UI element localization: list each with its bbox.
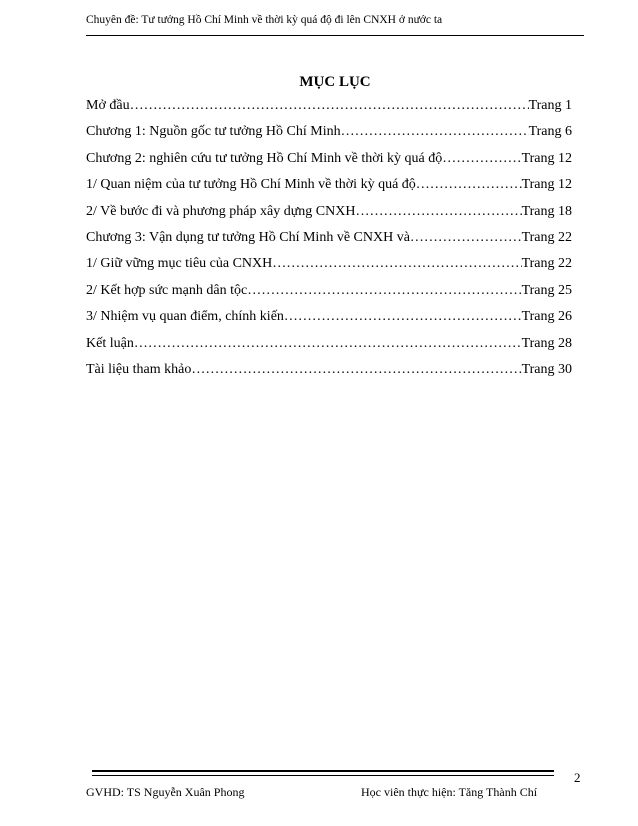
toc-entry-chapter-1[interactable] (86, 124, 572, 150)
page-header: Chuyên đề: Tư tưởng Hồ Chí Minh về thời kỳ quá độ đi lên CNXH ở nước ta (86, 14, 443, 26)
toc-entry-references[interactable] (86, 362, 572, 388)
toc-entry-page: Trang 22 (521, 256, 572, 272)
footer-divider-thick (92, 770, 554, 772)
header-divider (86, 35, 584, 36)
toc-entry-chapter-3-section-3[interactable] (86, 309, 572, 335)
toc-entry-page: Trang 25 (521, 282, 572, 298)
toc-entry-chapter-3-section-2[interactable] (86, 283, 572, 309)
toc-entry-text: 3/ Nhiệm vụ quan điểm, chính kiến (86, 309, 284, 325)
toc-dot-leader (284, 309, 522, 325)
toc-entry-text: Kết luận (86, 335, 134, 351)
toc-entry-page: Trang 12 (521, 177, 572, 193)
toc-entry-chapter-2[interactable] (86, 151, 572, 177)
toc-entry-text: 2/ Về bước đi và phương pháp xây dựng CNXH (86, 203, 356, 219)
footer-divider-thin (92, 775, 554, 776)
toc-dot-leader (130, 98, 529, 114)
toc-entry-page: Trang 12 (521, 150, 572, 166)
toc-dot-leader (272, 256, 521, 272)
toc-dot-leader (410, 230, 522, 246)
toc-entry-chapter-3[interactable] (86, 230, 572, 256)
toc-dot-leader (191, 362, 521, 378)
page-number: 2 (574, 770, 581, 785)
toc-entry-intro[interactable] (86, 98, 572, 124)
table-of-contents (86, 98, 572, 388)
toc-entry-chapter-3-section-1[interactable] (86, 256, 572, 282)
toc-dot-leader (442, 151, 521, 167)
toc-entry-page: Trang 30 (521, 361, 572, 377)
toc-entry-text: 1/ Giữ vững mục tiêu của CNXH (86, 256, 273, 272)
toc-entry-conclusion[interactable] (86, 336, 572, 362)
toc-entry-text: 1/ Quan niệm của tư tưởng Hồ Chí Minh về thời kỳ quá độ (86, 177, 416, 193)
toc-entry-chapter-2-section-2[interactable] (86, 204, 572, 230)
toc-dot-leader (134, 336, 522, 352)
toc-entry-page: Trang 18 (521, 203, 572, 219)
toc-entry-page: Trang 22 (521, 229, 572, 245)
toc-entry-text: 2/ Kết hợp sức mạnh dân tộc (86, 282, 248, 298)
toc-title: MỤC LỤC (299, 74, 371, 90)
toc-entry-text: Chương 3: Vận dụng tư tưởng Hồ Chí Minh về CNXH và (86, 229, 410, 245)
footer-advisor: GVHD: TS Nguyễn Xuân Phong (86, 785, 245, 799)
toc-dot-leader (355, 204, 521, 220)
toc-entry-text: Chương 2: nghiên cứu tư tưởng Hồ Chí Minh về thời kỳ quá độ (86, 150, 443, 166)
toc-entry-chapter-2-section-1[interactable] (86, 177, 572, 203)
toc-entry-page: Trang 1 (528, 98, 572, 113)
toc-entry-text: Tài liệu tham khảo (86, 361, 192, 377)
toc-dot-leader (341, 124, 529, 140)
footer-student: Học viên thực hiện: Tăng Thành Chí (361, 785, 538, 799)
toc-dot-leader (416, 177, 522, 193)
toc-dot-leader (247, 283, 521, 299)
toc-entry-text: Chương 1: Nguồn gốc tư tưởng Hồ Chí Minh (86, 124, 341, 140)
toc-entry-text: Mở đầu (86, 98, 130, 113)
toc-entry-page: Trang 28 (521, 335, 572, 351)
toc-entry-page: Trang 6 (528, 124, 572, 140)
toc-entry-page: Trang 26 (521, 309, 572, 325)
